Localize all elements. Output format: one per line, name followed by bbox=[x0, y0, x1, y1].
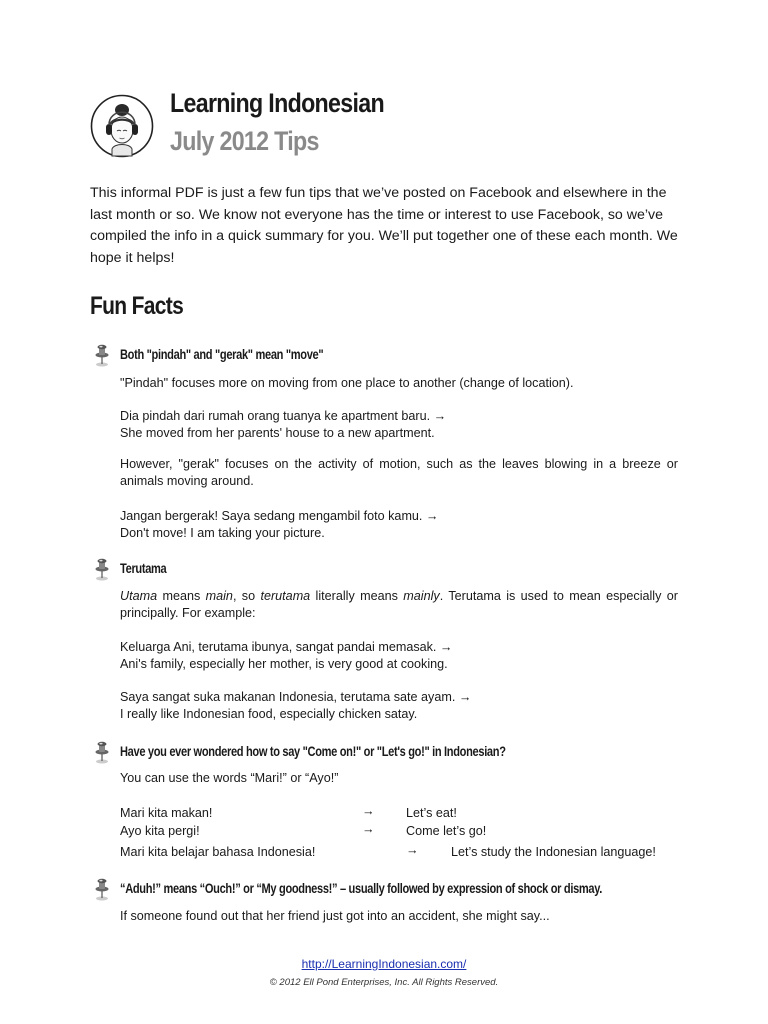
example-indonesian: Dia pindah dari rumah orang tuanya ke apartment baru. → bbox=[120, 409, 447, 423]
page-subtitle: July 2012 Tips bbox=[170, 126, 319, 156]
tip-paragraph: However, "gerak" focuses on the activity of motion, such as the leaves blowing in a breeze or animals moving around. bbox=[120, 457, 678, 488]
tip-paragraph: You can use the words “Mari!” or “Ayo!” bbox=[120, 771, 339, 785]
example-indonesian: Keluarga Ani, terutama ibunya, sangat pandai memasak. → bbox=[120, 640, 453, 654]
tip-heading-come-on: Have you ever wondered how to say "Come on!" or "Let's go!" in Indonesian? bbox=[120, 744, 506, 759]
example-english: Ani's family, especially her mother, is very good at cooking. bbox=[120, 657, 448, 671]
tip-heading-terutama: Terutama bbox=[120, 561, 167, 576]
logo-headphones-girl-icon bbox=[90, 94, 154, 158]
phrase-row: Mari kita makan! bbox=[120, 806, 213, 820]
example-indonesian: Saya sangat suka makanan Indonesia, terutama sate ayam. → bbox=[120, 690, 472, 704]
phrase-row: Ayo kita pergi! bbox=[120, 824, 200, 838]
pushpin-icon bbox=[93, 741, 111, 765]
tip-heading-pindah-gerak: Both "pindah" and "gerak" mean "move" bbox=[120, 347, 324, 362]
tip-paragraph: Utama means main, so terutama literally means mainly. Terutama is used to mean especially or principally. For example: bbox=[120, 589, 678, 620]
phrase-translation: Let’s study the Indonesian language! bbox=[451, 845, 656, 859]
pushpin-icon bbox=[93, 878, 111, 902]
phrase-translation: Let’s eat! bbox=[406, 806, 457, 820]
page-title: Learning Indonesian bbox=[170, 88, 384, 118]
example-block bbox=[120, 408, 678, 442]
example-block bbox=[120, 508, 678, 542]
intro-paragraph: This informal PDF is just a few fun tips that we’ve posted on Facebook and elsewhere in the last month or so. We know not everyone has the time or interest to use Facebook, so we’ve compiled the info in a quick summary for you. We’ll put together one of these each month. We hope it helps! bbox=[90, 185, 678, 266]
tip-paragraph: If someone found out that her friend just got into an accident, she might say... bbox=[120, 909, 550, 923]
example-english: I really like Indonesian food, especially chicken satay. bbox=[120, 707, 418, 721]
footer-copyright: © 2012 Ell Pond Enterprises, Inc. All Rights Reserved. bbox=[269, 977, 499, 988]
tip-heading-aduh: “Aduh!” means “Ouch!” or “My goodness!” – usually followed by expression of shock or dismay. bbox=[120, 881, 603, 896]
phrase-translation: Come let’s go! bbox=[406, 824, 487, 838]
arrow-icon: → bbox=[362, 804, 375, 818]
pushpin-icon bbox=[93, 344, 111, 368]
arrow-icon: → bbox=[362, 822, 375, 836]
tip-paragraph: "Pindah" focuses more on moving from one place to another (change of location). bbox=[120, 376, 574, 390]
example-block bbox=[120, 689, 678, 723]
example-english: Don't move! I am taking your picture. bbox=[120, 526, 325, 540]
example-indonesian: Jangan bergerak! Saya sedang mengambil foto kamu. → bbox=[120, 509, 439, 523]
footer-link[interactable]: http://LearningIndonesian.com/ bbox=[301, 957, 467, 971]
section-heading-fun-facts: Fun Facts bbox=[90, 292, 184, 320]
arrow-icon: → bbox=[406, 843, 419, 857]
example-block bbox=[120, 639, 678, 673]
pushpin-icon bbox=[93, 558, 111, 582]
phrase-row: Mari kita belajar bahasa Indonesia! bbox=[120, 845, 316, 859]
example-english: She moved from her parents' house to a new apartment. bbox=[120, 426, 435, 440]
